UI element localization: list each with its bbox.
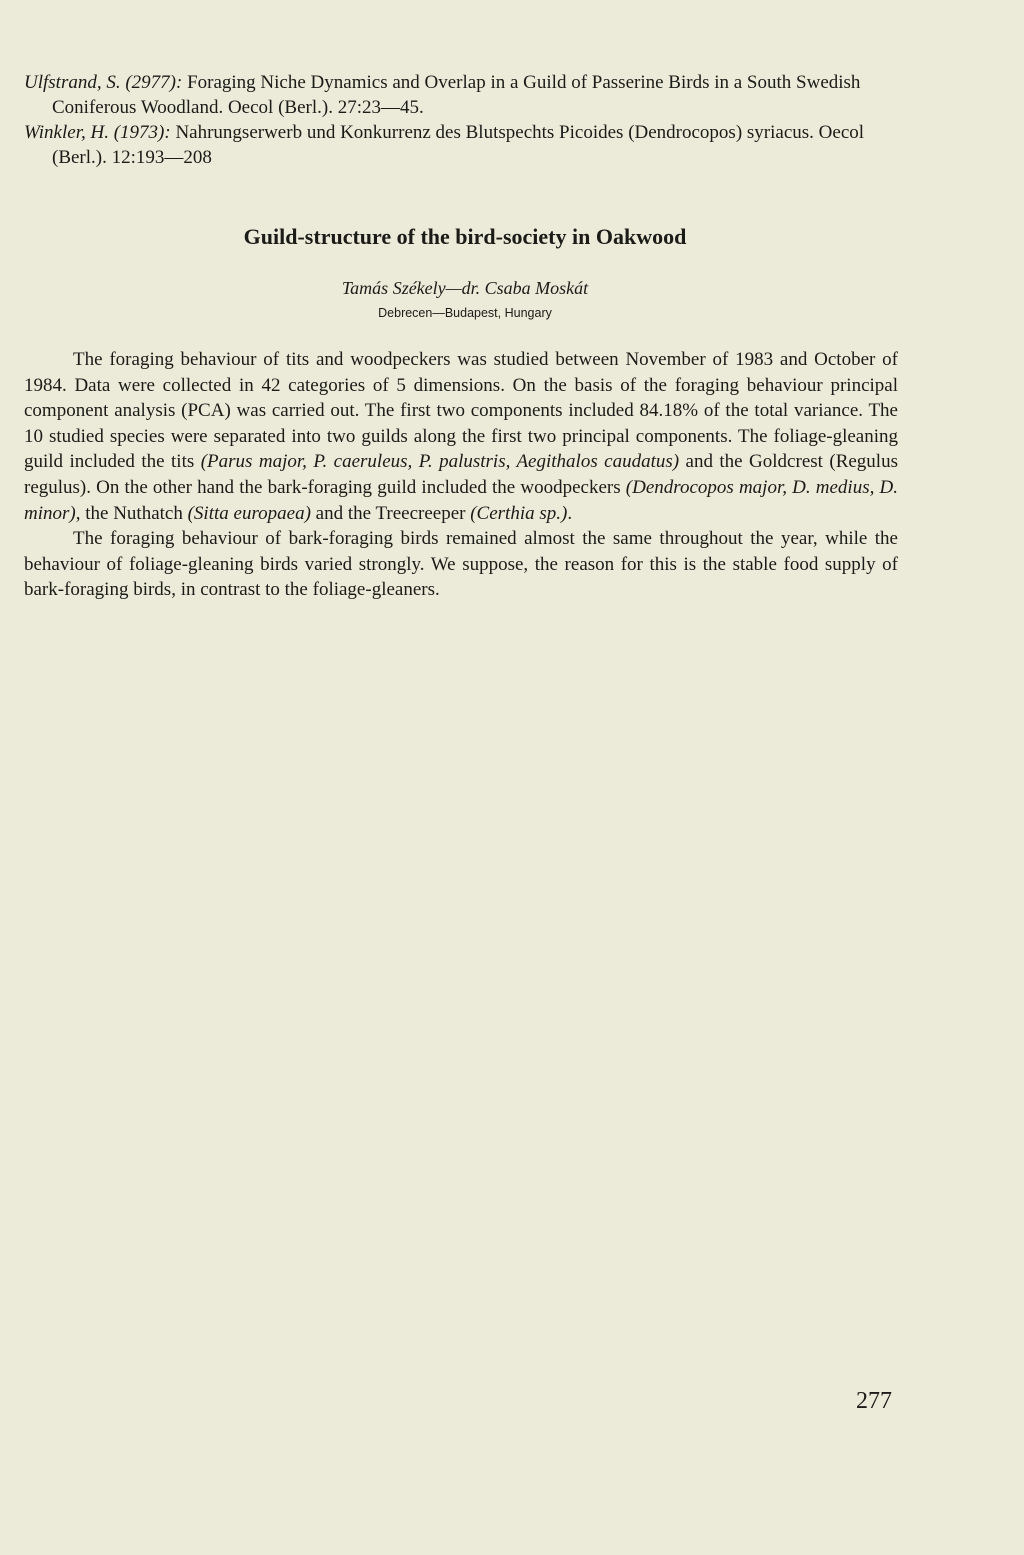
abstract-text: and the Goldcrest (Regulus regulus). On the other hand the bark-foraging guild included the woodpeckers [24,451,898,498]
species-list-woodpeckers: (Dendrocopos major, D. medius, D. minor) [24,476,898,524]
abstract-paragraph [24,347,898,526]
reference-author: Winkler, H. (1973): [24,122,171,143]
species-list-tits: (Parus major, P. caeruleus, P. palustris, Aegithalos caudatus) [200,451,680,473]
abstract-paragraph: The foraging behaviour of bark-foraging birds remained almost the same throughout the year, while the behaviour of foliage-gleaning birds varied strongly. We suppose, the reason for this is the stable food supply of bark-foraging birds, in contrast to the foliage-gleaners. [24,528,898,601]
reference-entry [24,70,904,120]
abstract-text: , the Nuthatch [75,502,188,524]
reference-entry [24,120,904,170]
species-treecreeper: (Certhia sp.) [470,502,568,524]
author-affiliation: Debrecen—Budapest, Hungary [378,306,552,320]
reference-list [24,70,904,170]
article-title: Guild-structure of the bird-society in Oakwood [243,224,687,249]
abstract [24,347,898,603]
article-authors: Tamás Székely—dr. Csaba Moskát [341,278,589,298]
reference-text: Foraging Niche Dynamics and Overlap in a Guild of Passerine Birds in a South Swedish Coniferous Woodland. Oecol (Berl.). 27:23—45. [52,72,861,118]
species-nuthatch: (Sitta europaea) [187,502,311,524]
abstract-text: The foraging behaviour of tits and woodpeckers was studied between November of 1983 and October of 1984. Data were collected in 42 categories of 5 dimensions. On the basis of the foraging behaviour principal component analysis (PCA) was carried out. The first two components included 84.18% of the total variance. The 10 studied species were separated into two guilds along the first two principal components. The foliage-gleaning guild included the tits [24,349,898,473]
page-number: 277 [856,1388,892,1414]
reference-author: Ulfstrand, S. (2977): [24,72,183,93]
reference-text: Nahrungserwerb und Konkurrenz des Blutspechts Picoides (Dendrocopos) syriacus. Oecol (Berl.). 12:193—208 [52,122,865,168]
abstract-text: . [567,502,573,524]
abstract-text: and the Treecreeper [310,502,471,524]
